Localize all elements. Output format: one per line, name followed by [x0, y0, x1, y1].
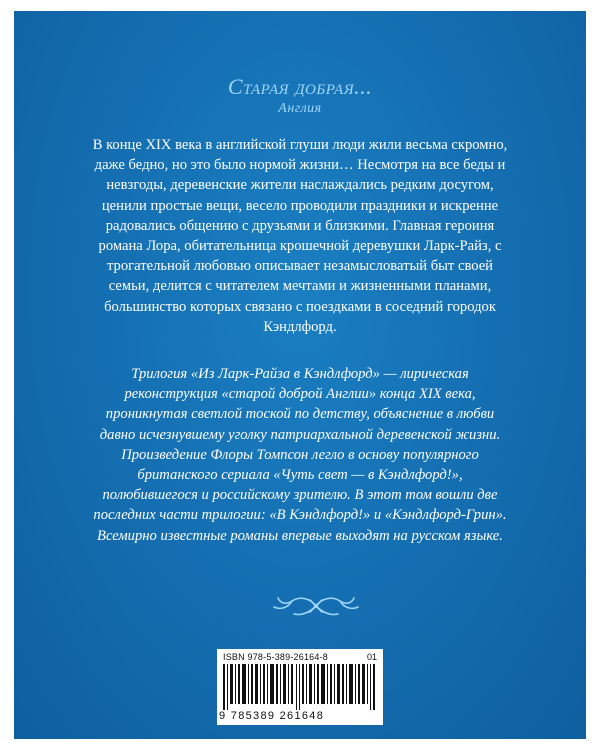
book-back-cover: [14, 11, 586, 739]
description-paragraph: В конце XIX века в английской глуши люди жили весьма скромно, даже бедно, но это было нормой жизни… Несмотря на все беды и невзгоды, деревенские жители наслаждались редким досугом, ценили простые вещи, весело проводили праздники и искренне радовались общению с друзьями и близкими. Главная героиня романа Лора, обитательница крошечной деревушки Ларк-Райз, с трогательной любовью описывает незамысловатый быт своей семьи, делится с читателем мечтами и жизненными планами, большинство которых связано с поездками в соседний городок Кэндлфорд.: [92, 137, 508, 335]
series-heading: [14, 74, 586, 118]
floral-divider-icon: [270, 588, 362, 624]
isbn-label: ISBN 978-5-389-26164-8: [223, 652, 328, 662]
series-heading-line2: Англия: [278, 101, 322, 116]
isbn-barcode: [217, 649, 383, 725]
trilogy-paragraph: Трилогия «Из Ларк-Райза в Кэндлфорд» — лирическая реконструкция «старой доброй Англии» конца XIX века, проникнутая светлой тоской по детству, объяснение в любви давно исчезнувшему уголку патриархальной деревенской жизни. Произведение Флоры Томпсон легло в основу популярного британского сериала «Чуть свет — в Кэндлфорд!», полюбившегося и российскому зрителю. В этот том вошли две последних части трилогии: «В Кэндлфорд!» и «Кэндлфорд-Грин». Всемирно известные романы впервые выходят на русском языке.: [93, 366, 507, 544]
ean-digits: 9 785389 261648: [219, 710, 325, 722]
isbn-suffix: 01: [366, 652, 377, 662]
series-heading-line1: Старая добрая...: [227, 74, 373, 99]
barcode-bars-icon: [223, 664, 377, 710]
